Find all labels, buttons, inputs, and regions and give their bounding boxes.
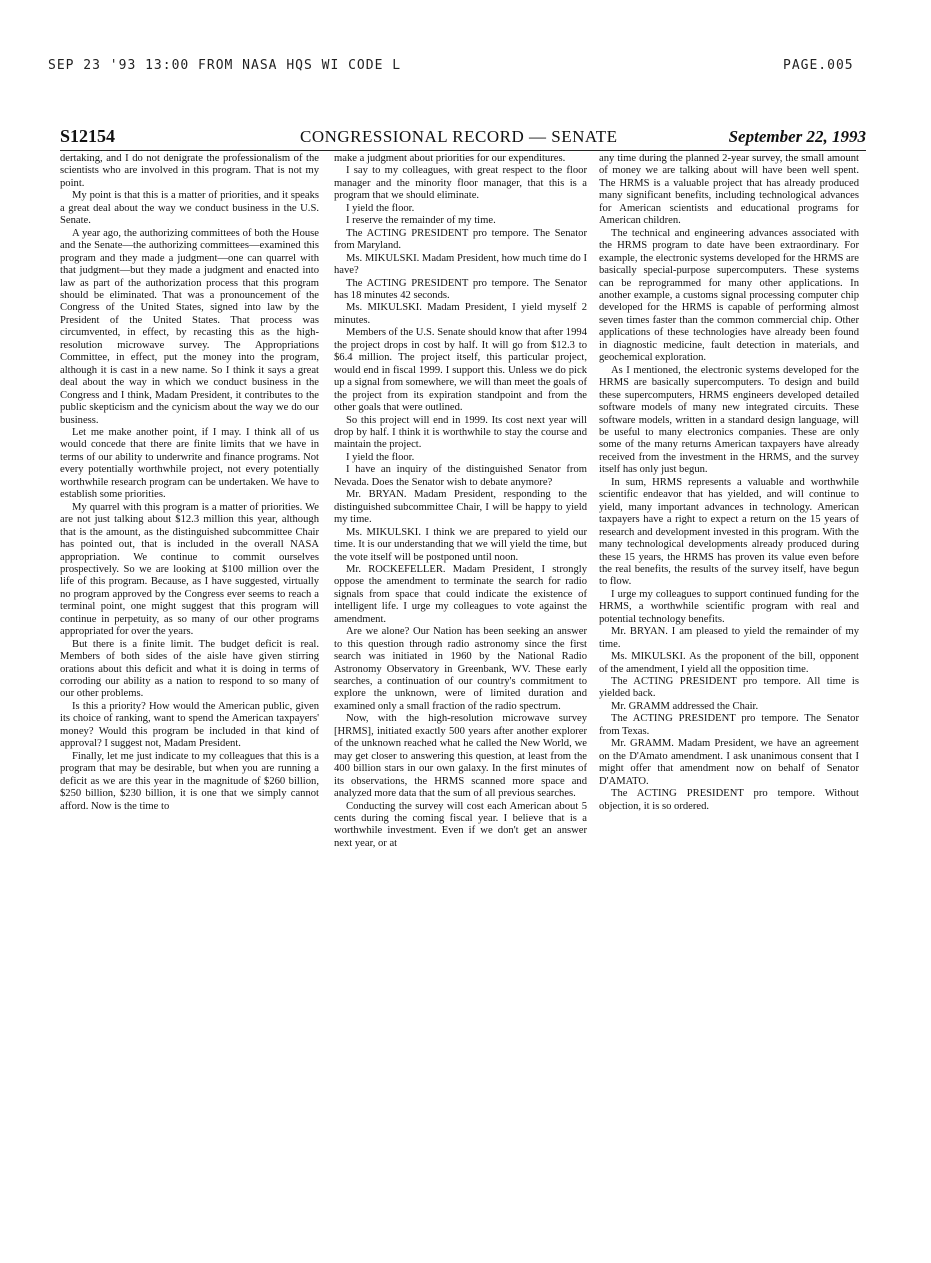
- text-column-3: [599, 153, 859, 1228]
- page-number: S12154: [60, 126, 116, 146]
- paragraph: So this project will end in 1999. Its cost next year will drop by half. I think it is worthwhile to stay the course and maintain the project.: [334, 414, 587, 451]
- paragraph: Are we alone? Our Nation has been seeking an answer to this question through radio astronomy since the first search was initiated in 1960 by the National Radio Astronomy Observatory in Greenbank, WV. These early searches, a continuation of our country's commitment to explore the unknown, were of limited duration and examined only a small fraction of the radio spectrum.: [334, 626, 587, 712]
- paragraph: dertaking, and I do not denigrate the professionalism of the scientists who are involved in this program. That is not my point.: [60, 153, 319, 189]
- paragraph: Mr. ROCKEFELLER. Madam President, I strongly oppose the amendment to terminate the search for radio signals from space that could indicate the existence of intelligent life. I urge my colleagues to vote against the amendment.: [334, 563, 587, 625]
- paragraph: Mr. GRAMM. Madam President, we have an agreement on the D'Amato amendment. I ask unanimous consent that I might offer that amendment now on behalf of Senator D'AMATO.: [599, 738, 859, 787]
- paragraph: Ms. MIKULSKI. As the proponent of the bill, opponent of the amendment, I yield all the opposition time.: [599, 651, 859, 675]
- paragraph: As I mentioned, the electronic systems developed for the HRMS are basically supercomputers. To design and build these supercomputers, HRMS engineers developed detailed software models of many new integrated circuits. These software models, written in a standard design language, will be useful to many electronics companies. These are only some of the many returns American taxpayers have already received from the investment in the HRMS, and the survey itself has only just begun.: [599, 364, 859, 476]
- paragraph: Mr. BRYAN. I am pleased to yield the remainder of my time.: [599, 626, 859, 650]
- paragraph: The ACTING PRESIDENT pro tempore. The Senator from Maryland.: [334, 227, 587, 252]
- text-column-1: [60, 153, 319, 1228]
- paragraph: I say to my colleagues, with great respect to the floor manager and the minority floor manager, that this is a program that we should eliminate.: [334, 165, 587, 202]
- issue-date: September 22, 1993: [728, 127, 866, 146]
- paragraph: My quarrel with this program is a matter of priorities. We are not just talking about $12.3 million this year, although that is the amount, as the distinguished subcommittee Chair has pointed out, that is included in the overall NASA appropriation. We continue to commit ourselves prospectively. So we are looking at $100 million over the life of this program. Because, as I have suggested, virtually no program approved by the Congress ever seems to reach a terminal point, one might suggest that this program will continue in perpetuity, as so many of our other programs appropriated for over the years.: [60, 501, 319, 638]
- fax-header-left: SEP 23 '93 13:00 FROM NASA HQS WI CODE L: [48, 58, 402, 73]
- paragraph: Ms. MIKULSKI. Madam President, I yield myself 2 minutes.: [334, 302, 587, 326]
- paragraph: I reserve the remainder of my time.: [346, 215, 496, 227]
- paragraph: In sum, HRMS represents a valuable and worthwhile scientific endeavor that has yielded, and will continue to yield, many important advances in technology. American taxpayers have a right to expect a return on the 15 years of research and development invested in this program. With the many technological developments already produced during these 15 years, the HRMS has proven its value even before the real benefits, the results of the survey itself, have begun to flow.: [599, 476, 859, 588]
- paragraph: The ACTING PRESIDENT pro tempore. The Senator from Texas.: [599, 713, 859, 737]
- paragraph: Ms. MIKULSKI. Madam President, how much time do I have?: [334, 252, 587, 277]
- masthead: [60, 126, 866, 151]
- text-column-2: [334, 153, 587, 1228]
- paragraph: Mr. BRYAN. Madam President, responding to the distinguished subcommittee Chair, I will be happy to yield my time.: [334, 489, 587, 526]
- paragraph: I urge my colleagues to support continued funding for the HRMS, a worthwhile scientific program with real and potential technology benefits.: [599, 588, 859, 625]
- fax-page-number: PAGE.005: [783, 58, 854, 73]
- paragraph: I yield the floor.: [346, 202, 415, 214]
- paragraph: Members of the U.S. Senate should know that after 1994 the project drops in cost by half. It will go from $12.3 to $6.4 million. The project itself, this particular project, would end in fiscal 1999. I support this. Unless we do pick up a signal from somewhere, we will than meet the goals of the project from its expiration standpoint and from the other goals that were outlined.: [334, 327, 587, 414]
- paragraph: The ACTING PRESIDENT pro tempore. Without objection, it is so ordered.: [599, 788, 859, 812]
- paragraph: Let me make another point, if I may. I think all of us would concede that there are finite limits that we have in terms of our ability to underwrite and finance programs. Not every potentially worthwhile project, not every potentially worthwhile research program can be undertaken. We have to establish some priorities.: [60, 426, 319, 501]
- paragraph: Conducting the survey will cost each American about 5 cents during the coming fiscal year. I believe that is a worthwhile investment. Even if we don't get an answer next year, or at: [334, 800, 587, 849]
- paragraph: But there is a finite limit. The budget deficit is real. Members of both sides of the aisle have given stirring orations about this deficit and what it is doing in terms of corroding our ability as a nation to respond to so many of our other problems.: [60, 638, 319, 700]
- publication-title: CONGRESSIONAL RECORD — SENATE: [300, 127, 618, 146]
- paragraph: I have an inquiry of the distinguished Senator from Nevada. Does the Senator wish to debate anymore?: [334, 464, 587, 488]
- paragraph: any time during the planned 2-year survey, the small amount of money we are talking about will have been well spent. The HRMS is a valuable project that has already produced many significant benefits, including technological advances for American scientists and educational programs for American children.: [599, 153, 859, 227]
- paragraph: The ACTING PRESIDENT pro tempore. All time is yielded back.: [599, 676, 859, 700]
- paragraph: I yield the floor.: [346, 451, 415, 463]
- paragraph: The technical and engineering advances associated with the HRMS program to date have been extraordinary. For example, the electronic systems developed for the HRMS are basically special-purpose supercomputers. These systems can be reprogrammed for many other applications. In another example, a customs signal processing computer chip developed for the HRMS is capable of performing almost seven times faster than the common commercial chip. Other applications of these technologies have already been found in diagnostic medicine, fault detection in materials, and geochemical exploration.: [599, 227, 859, 364]
- paragraph: The ACTING PRESIDENT pro tempore. The Senator has 18 minutes 42 seconds.: [334, 277, 587, 301]
- paragraph: make a judgment about priorities for our expenditures.: [334, 153, 566, 164]
- paragraph: A year ago, the authorizing committees of both the House and the Senate—the authorizing committees—examined this program and they made a judgment—one can quarrel with that judgment—but they made a judgment and enacted into law as part of the authorization process that this program should be eliminated. That was a pronouncement of the Congress of the United States, signed into law by the President of the United States. That process was circumvented, in effect, by recasting this as the high-resolution microwave survey. The Appropriations Committee, in effect, put the money into the program, although it is cast in a new name. So I think it says a great deal about the way in which we conduct business in the Congress and I think, Madam President, it contributes to the public skepticism and the cynicism about the way we do our business.: [60, 227, 319, 426]
- paragraph: Now, with the high-resolution microwave survey [HRMS], initiated exactly 500 years after another explorer of the unknown reached what he called the New World, we may get closer to answering this question, at least from the 400 billion stars in our own galaxy. In the first minutes of its observations, the HRMS scanned more space and analyzed more data that the sum of all previous searches.: [334, 713, 587, 800]
- paragraph: Is this a priority? How would the American public, given its choice of ranking, want to spend the American taxpayers' money? Would this program be included in that kind of approval? I suggest not, Madam President.: [60, 700, 319, 750]
- paragraph: Ms. MIKULSKI. I think we are prepared to yield our time. It is our understanding that we will yield the time, but the vote itself will be postponed until noon.: [334, 526, 587, 563]
- paragraph: My point is that this is a matter of priorities, and it speaks a great deal about the way we conduct business in the U.S. Senate.: [60, 190, 319, 227]
- paragraph: Finally, let me just indicate to my colleagues that this is a program that may be desirable, but when you are running a deficit as we are this year in the magnitude of $260 billion, $250 billion, $230 billion, it is one that we simply cannot afford. Now is the time to: [60, 750, 319, 812]
- paragraph: Mr. GRAMM addressed the Chair.: [611, 700, 759, 712]
